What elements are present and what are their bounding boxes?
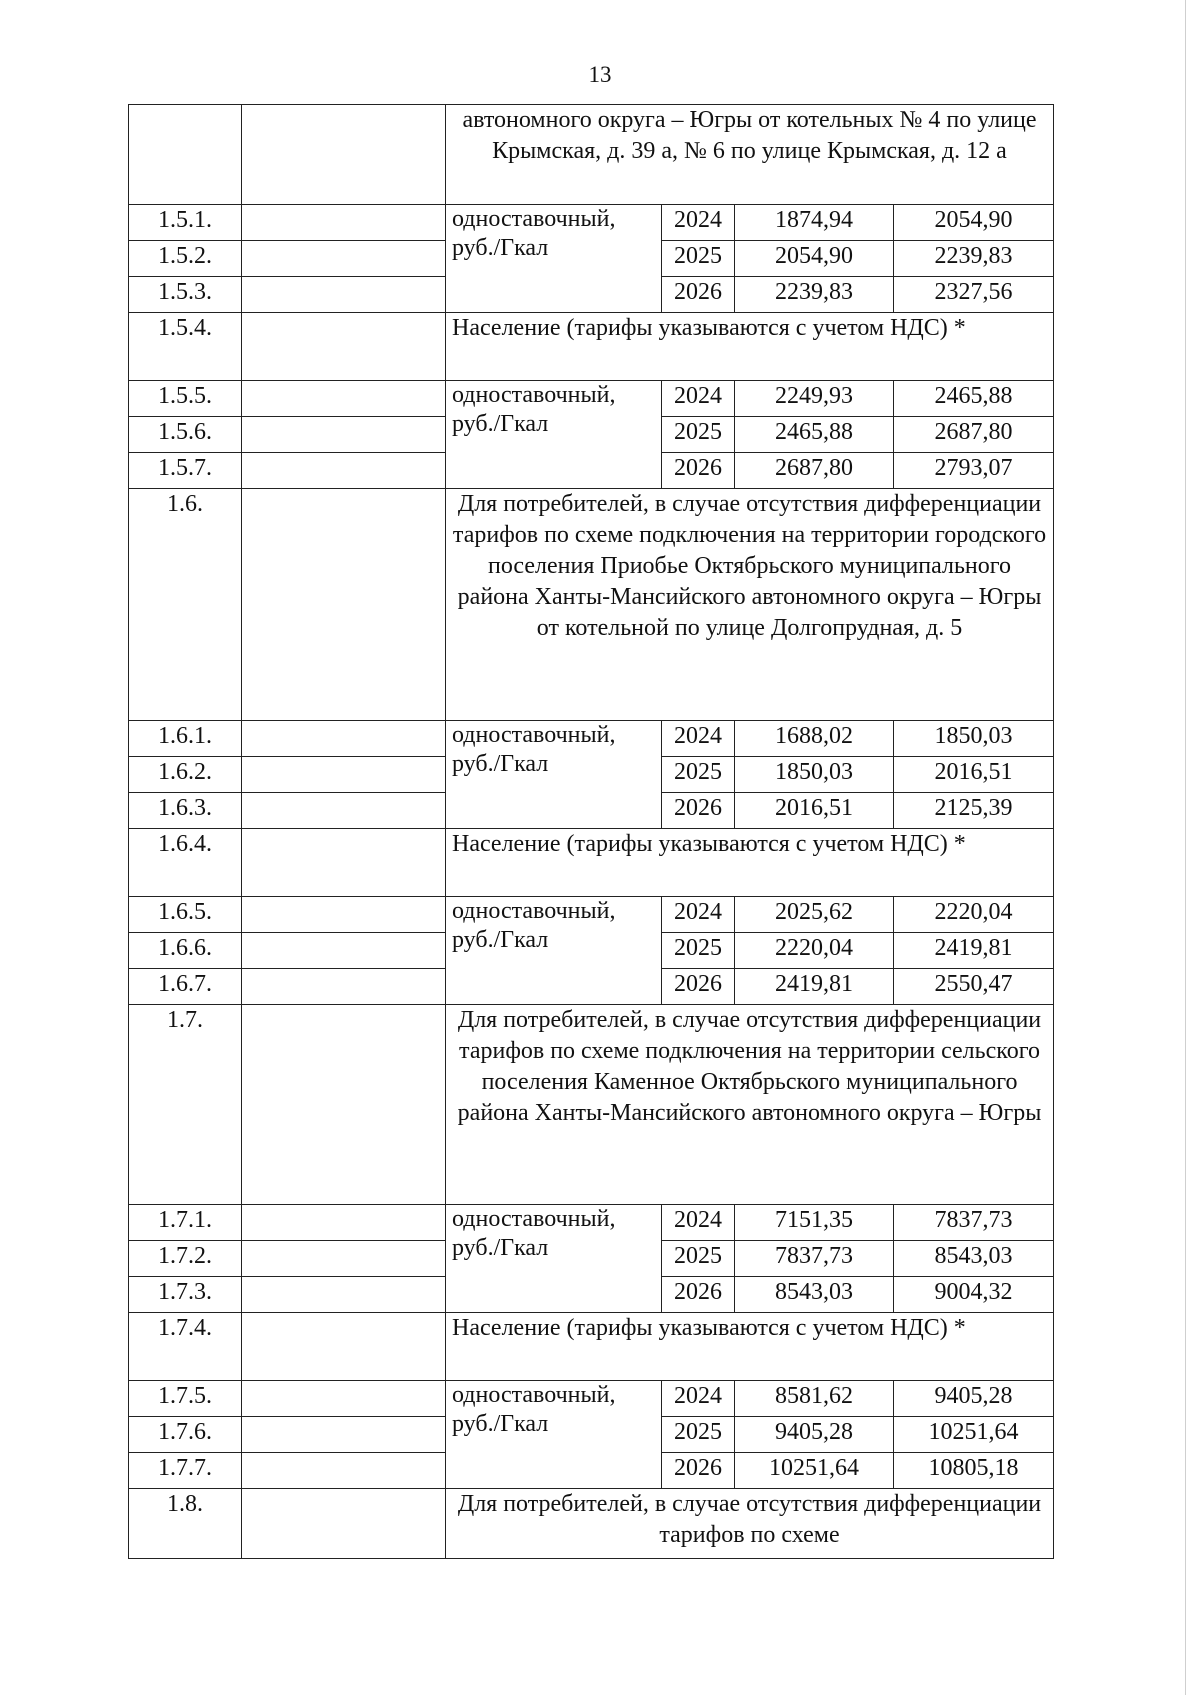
year-cell: 2024	[662, 205, 735, 241]
tariff-value-first-half: 7151,35	[735, 1205, 894, 1241]
blank-cell	[242, 1005, 446, 1205]
section-number: 1.8.	[129, 1489, 242, 1559]
year-cell: 2025	[662, 933, 735, 969]
continuation-row	[129, 105, 1054, 205]
tariff-value-first-half: 1874,94	[735, 205, 894, 241]
row-number: 1.5.1.	[129, 205, 242, 241]
row-number-empty	[129, 105, 242, 205]
tariff-value-first-half: 8581,62	[735, 1381, 894, 1417]
tariff-value-second-half: 2239,83	[894, 241, 1054, 277]
year-cell: 2026	[662, 969, 735, 1005]
row-number: 1.5.7.	[129, 453, 242, 489]
row-number: 1.6.7.	[129, 969, 242, 1005]
blank-cell	[242, 793, 446, 829]
scan-edge-line	[1185, 0, 1186, 1695]
tariff-value-first-half: 2687,80	[735, 453, 894, 489]
section-description: Для потребителей, в случае отсутствия дифференциации тарифов по схеме	[446, 1489, 1054, 1559]
population-label: Население (тарифы указываются с учетом НДС) *	[446, 1313, 1054, 1381]
rate-type-label: одноставочный, руб./Гкал	[446, 897, 662, 1005]
table-row	[129, 1205, 1054, 1241]
row-number: 1.7.7.	[129, 1453, 242, 1489]
year-cell: 2024	[662, 1205, 735, 1241]
tariff-value-second-half: 2550,47	[894, 969, 1054, 1005]
blank-cell	[242, 381, 446, 417]
tariff-value-second-half: 8543,03	[894, 1241, 1054, 1277]
row-number: 1.5.4.	[129, 313, 242, 381]
tariff-value-first-half: 2465,88	[735, 417, 894, 453]
blank-cell	[242, 105, 446, 205]
row-number: 1.7.3.	[129, 1277, 242, 1313]
population-label: Население (тарифы указываются с учетом НДС) *	[446, 313, 1054, 381]
row-number: 1.6.4.	[129, 829, 242, 897]
tariff-value-second-half: 2125,39	[894, 793, 1054, 829]
tariff-value-second-half: 2220,04	[894, 897, 1054, 933]
tariff-value-second-half: 9004,32	[894, 1277, 1054, 1313]
year-cell: 2025	[662, 1241, 735, 1277]
tariff-value-first-half: 1850,03	[735, 757, 894, 793]
row-number: 1.6.3.	[129, 793, 242, 829]
tariff-value-second-half: 2054,90	[894, 205, 1054, 241]
year-cell: 2024	[662, 381, 735, 417]
year-cell: 2025	[662, 757, 735, 793]
tariff-value-first-half: 2016,51	[735, 793, 894, 829]
population-row	[129, 829, 1054, 897]
row-number: 1.7.2.	[129, 1241, 242, 1277]
tariff-value-second-half: 7837,73	[894, 1205, 1054, 1241]
tariff-value-first-half: 2419,81	[735, 969, 894, 1005]
tariff-value-second-half: 2465,88	[894, 381, 1054, 417]
blank-cell	[242, 1241, 446, 1277]
tariff-value-second-half: 1850,03	[894, 721, 1054, 757]
row-number: 1.7.5.	[129, 1381, 242, 1417]
section-description: Для потребителей, в случае отсутствия дифференциации тарифов по схеме подключения на территории сельского поселения Каменное Октябрьского муниципального района Ханты-Мансийского автономного округа – Югры	[446, 1005, 1054, 1205]
year-cell: 2024	[662, 897, 735, 933]
section-row	[129, 1489, 1054, 1559]
table-row	[129, 1381, 1054, 1417]
section-row	[129, 1005, 1054, 1205]
tariff-value-second-half: 9405,28	[894, 1381, 1054, 1417]
tariff-value-second-half: 2016,51	[894, 757, 1054, 793]
table-row	[129, 205, 1054, 241]
year-cell: 2025	[662, 417, 735, 453]
year-cell: 2026	[662, 277, 735, 313]
tariff-value-second-half: 2327,56	[894, 277, 1054, 313]
tariff-value-second-half: 2793,07	[894, 453, 1054, 489]
tariff-table	[128, 104, 1054, 1559]
year-cell: 2026	[662, 1277, 735, 1313]
year-cell: 2025	[662, 241, 735, 277]
blank-cell	[242, 241, 446, 277]
year-cell: 2026	[662, 453, 735, 489]
year-cell: 2024	[662, 1381, 735, 1417]
row-number: 1.6.2.	[129, 757, 242, 793]
row-number: 1.5.3.	[129, 277, 242, 313]
row-number: 1.7.4.	[129, 1313, 242, 1381]
rate-type-label: одноставочный, руб./Гкал	[446, 205, 662, 313]
section-number: 1.6.	[129, 489, 242, 721]
blank-cell	[242, 897, 446, 933]
row-number: 1.6.5.	[129, 897, 242, 933]
tariff-value-first-half: 1688,02	[735, 721, 894, 757]
table-row	[129, 721, 1054, 757]
row-number: 1.6.6.	[129, 933, 242, 969]
tariff-value-first-half: 2054,90	[735, 241, 894, 277]
blank-cell	[242, 313, 446, 381]
tariff-value-first-half: 2239,83	[735, 277, 894, 313]
page-number: 13	[588, 62, 612, 87]
blank-cell	[242, 1277, 446, 1313]
rate-type-label: одноставочный, руб./Гкал	[446, 721, 662, 829]
year-cell: 2025	[662, 1417, 735, 1453]
blank-cell	[242, 453, 446, 489]
row-number: 1.5.6.	[129, 417, 242, 453]
row-number: 1.5.2.	[129, 241, 242, 277]
tariff-value-first-half: 7837,73	[735, 1241, 894, 1277]
tariff-value-second-half: 2419,81	[894, 933, 1054, 969]
blank-cell	[242, 933, 446, 969]
section-row	[129, 489, 1054, 721]
population-row	[129, 1313, 1054, 1381]
blank-cell	[242, 277, 446, 313]
blank-cell	[242, 205, 446, 241]
rate-type-label: одноставочный, руб./Гкал	[446, 1381, 662, 1489]
table-row	[129, 381, 1054, 417]
population-label: Население (тарифы указываются с учетом НДС) *	[446, 829, 1054, 897]
row-number: 1.6.1.	[129, 721, 242, 757]
section-number: 1.7.	[129, 1005, 242, 1205]
tariff-value-first-half: 2220,04	[735, 933, 894, 969]
year-cell: 2026	[662, 793, 735, 829]
row-number: 1.7.6.	[129, 1417, 242, 1453]
year-cell: 2024	[662, 721, 735, 757]
rate-type-label: одноставочный, руб./Гкал	[446, 381, 662, 489]
section-description: Для потребителей, в случае отсутствия дифференциации тарифов по схеме подключения на территории городского поселения Приобье Октябрьского муниципального района Ханты-Мансийского автономного округа – Югры от котельной по улице Долгопрудная, д. 5	[446, 489, 1054, 721]
row-number: 1.7.1.	[129, 1205, 242, 1241]
row-number: 1.5.5.	[129, 381, 242, 417]
blank-cell	[242, 417, 446, 453]
blank-cell	[242, 1381, 446, 1417]
blank-cell	[242, 1453, 446, 1489]
tariff-value-first-half: 10251,64	[735, 1453, 894, 1489]
blank-cell	[242, 1313, 446, 1381]
blank-cell	[242, 721, 446, 757]
rate-type-label: одноставочный, руб./Гкал	[446, 1205, 662, 1313]
tariff-value-second-half: 10251,64	[894, 1417, 1054, 1453]
tariff-value-first-half: 8543,03	[735, 1277, 894, 1313]
tariff-value-first-half: 2249,93	[735, 381, 894, 417]
tariff-value-first-half: 2025,62	[735, 897, 894, 933]
year-cell: 2026	[662, 1453, 735, 1489]
blank-cell	[242, 1417, 446, 1453]
tariff-value-second-half: 2687,80	[894, 417, 1054, 453]
population-row	[129, 313, 1054, 381]
blank-cell	[242, 757, 446, 793]
table-row	[129, 897, 1054, 933]
blank-cell	[242, 1205, 446, 1241]
section-description: автономного округа – Югры от котельных № 4 по улице Крымская, д. 39 а, № 6 по улице Крымская, д. 12 а	[446, 105, 1054, 205]
blank-cell	[242, 829, 446, 897]
blank-cell	[242, 489, 446, 721]
blank-cell	[242, 969, 446, 1005]
tariff-value-second-half: 10805,18	[894, 1453, 1054, 1489]
blank-cell	[242, 1489, 446, 1559]
tariff-value-first-half: 9405,28	[735, 1417, 894, 1453]
